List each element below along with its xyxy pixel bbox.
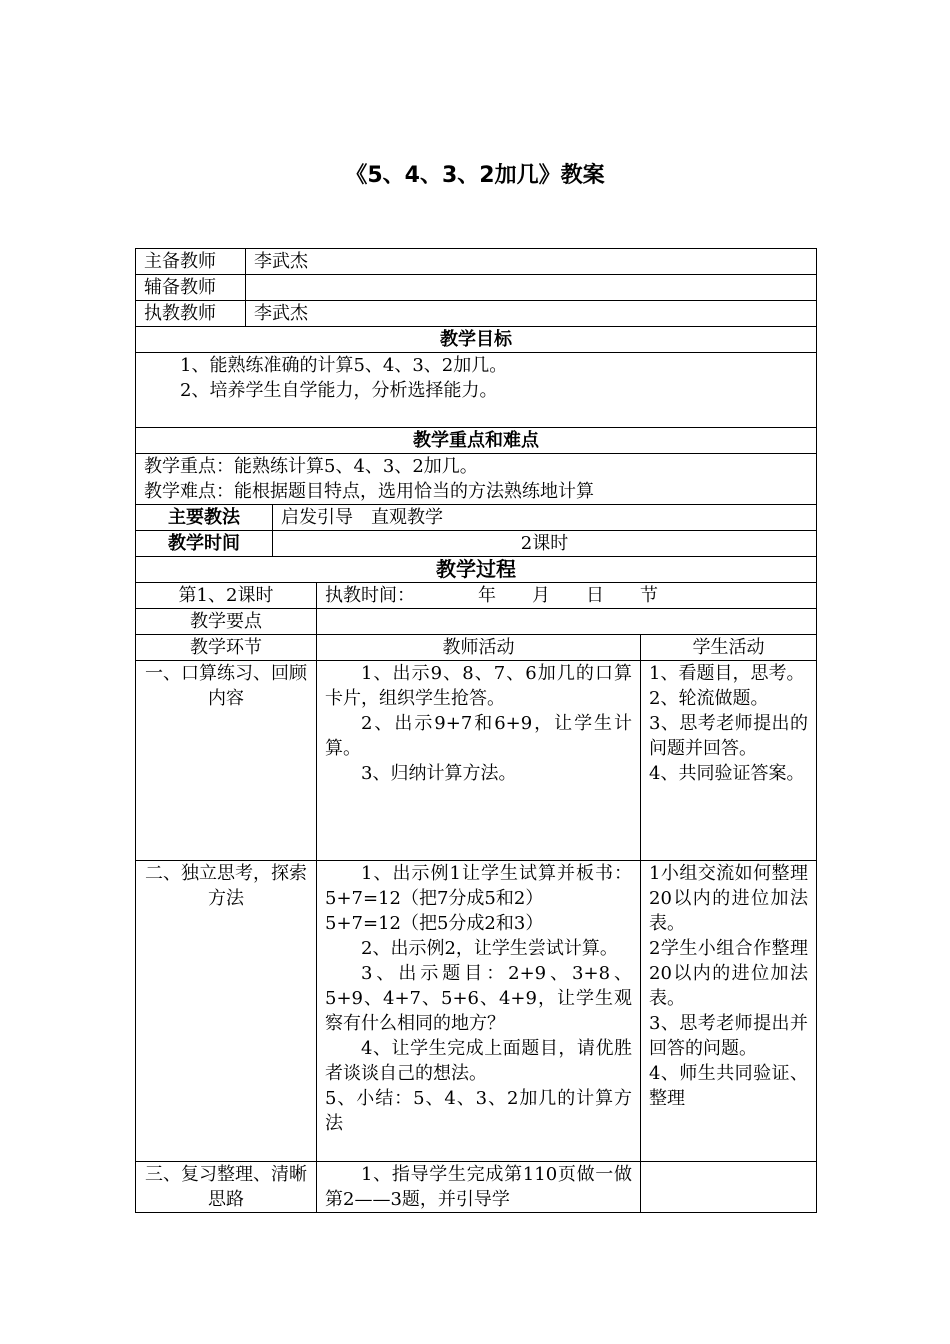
teacher-activity: 3、出示题目：2+9、3+8、5+9、4+7、5+6、4+9，让学生观察有什么相同的地方？ bbox=[325, 963, 632, 1034]
student-activity: 3、思考老师提出的问题并回答。 bbox=[649, 713, 808, 759]
main-teacher-value: 李武杰 bbox=[246, 249, 817, 275]
goal-item: 2、培养学生自学能力，分析选择能力。 bbox=[180, 380, 498, 401]
process-heading: 教学过程 bbox=[136, 557, 817, 583]
keypoints-heading-row bbox=[136, 428, 817, 454]
student-activity: 4、师生共同验证、整理 bbox=[649, 1063, 808, 1109]
teacher-activity: 1、出示例1让学生试算并板书：5+7=12（把7分成5和2） bbox=[325, 863, 632, 909]
teacher-activity: 5+7=12（把5分成2和3） bbox=[325, 913, 544, 934]
method-row bbox=[136, 505, 817, 531]
goal-item: 1、能熟练准确的计算5、4、3、2加几。 bbox=[180, 355, 508, 376]
main-teacher-row bbox=[136, 249, 817, 275]
assist-teacher-row bbox=[136, 275, 817, 301]
teacher-activity-cell bbox=[317, 861, 641, 1162]
lesson-plan-table bbox=[135, 248, 817, 1213]
difficulty-point: 教学难点：能根据题目特点，选用恰当的方法熟练地计算 bbox=[144, 481, 594, 502]
teacher-activity-cell bbox=[317, 661, 641, 861]
assist-teacher-value bbox=[246, 275, 817, 301]
stage-cell: 二、独立思考，探索方法 bbox=[136, 861, 317, 1162]
keypoints-row bbox=[136, 454, 817, 505]
teacher-activity: 2、出示9+7和6+9，让学生计算。 bbox=[325, 713, 632, 759]
assist-teacher-label: 辅备教师 bbox=[136, 275, 246, 301]
teacher-activity: 1、出示9、8、7、6加几的口算卡片，组织学生抢答。 bbox=[325, 663, 632, 709]
student-activity: 1、看题目，思考。 bbox=[649, 663, 805, 684]
col-teacher-header: 教师活动 bbox=[317, 635, 641, 661]
process-heading-row bbox=[136, 557, 817, 583]
goals-content bbox=[136, 353, 817, 428]
teacher-activity-cell bbox=[317, 1162, 641, 1213]
method-value: 启发引导 直观教学 bbox=[273, 505, 817, 531]
goals-heading: 教学目标 bbox=[136, 327, 817, 353]
process-row bbox=[136, 861, 817, 1162]
student-activity: 1小组交流如何整理20以内的进位加法表。 bbox=[649, 863, 808, 934]
teaching-points-label: 教学要点 bbox=[136, 609, 317, 635]
process-row bbox=[136, 661, 817, 861]
stage-cell: 一、口算练习、回顾内容 bbox=[136, 661, 317, 861]
exec-teacher-label: 执教教师 bbox=[136, 301, 246, 327]
exec-teacher-row bbox=[136, 301, 817, 327]
key-point: 教学重点：能熟练计算5、4、3、2加几。 bbox=[144, 456, 478, 477]
teacher-activity: 5、小结：5、4、3、2加几的计算方法 bbox=[325, 1088, 632, 1134]
lesson-number: 第1、2课时 bbox=[136, 583, 317, 609]
col-student-header: 学生活动 bbox=[641, 635, 817, 661]
teaching-points-row bbox=[136, 609, 817, 635]
exec-time: 执教时间： 年 月 日 节 bbox=[317, 583, 817, 609]
process-row bbox=[136, 1162, 817, 1213]
method-label: 主要教法 bbox=[136, 505, 273, 531]
time-label: 教学时间 bbox=[136, 531, 273, 557]
time-row bbox=[136, 531, 817, 557]
teacher-activity: 4、让学生完成上面题目，请优胜者谈谈自己的想法。 bbox=[325, 1038, 632, 1084]
student-activity: 4、共同验证答案。 bbox=[649, 763, 805, 784]
keypoints-content bbox=[136, 454, 817, 505]
teacher-activity: 1、指导学生完成第110页做一做第2——3题，并引导学 bbox=[325, 1164, 632, 1210]
student-activity-cell bbox=[641, 661, 817, 861]
lesson-row bbox=[136, 583, 817, 609]
process-column-headers bbox=[136, 635, 817, 661]
teaching-points-value bbox=[317, 609, 817, 635]
time-value: 2课时 bbox=[273, 531, 817, 557]
student-activity: 3、思考老师提出并回答的问题。 bbox=[649, 1013, 808, 1059]
goals-row bbox=[136, 353, 817, 428]
teacher-activity: 2、出示例2，让学生尝试计算。 bbox=[361, 938, 618, 959]
exec-teacher-value: 李武杰 bbox=[246, 301, 817, 327]
teacher-activity: 3、归纳计算方法。 bbox=[361, 763, 517, 784]
stage-cell: 三、复习整理、清晰思路 bbox=[136, 1162, 317, 1213]
student-activity-cell bbox=[641, 861, 817, 1162]
keypoints-heading: 教学重点和难点 bbox=[136, 428, 817, 454]
student-activity: 2、轮流做题。 bbox=[649, 688, 769, 709]
main-teacher-label: 主备教师 bbox=[136, 249, 246, 275]
goals-heading-row bbox=[136, 327, 817, 353]
col-stage-header: 教学环节 bbox=[136, 635, 317, 661]
document-title: 《5、4、3、2加几》教案 bbox=[345, 163, 605, 188]
student-activity-cell bbox=[641, 1162, 817, 1213]
student-activity: 2学生小组合作整理20以内的进位加法表。 bbox=[649, 938, 808, 1009]
